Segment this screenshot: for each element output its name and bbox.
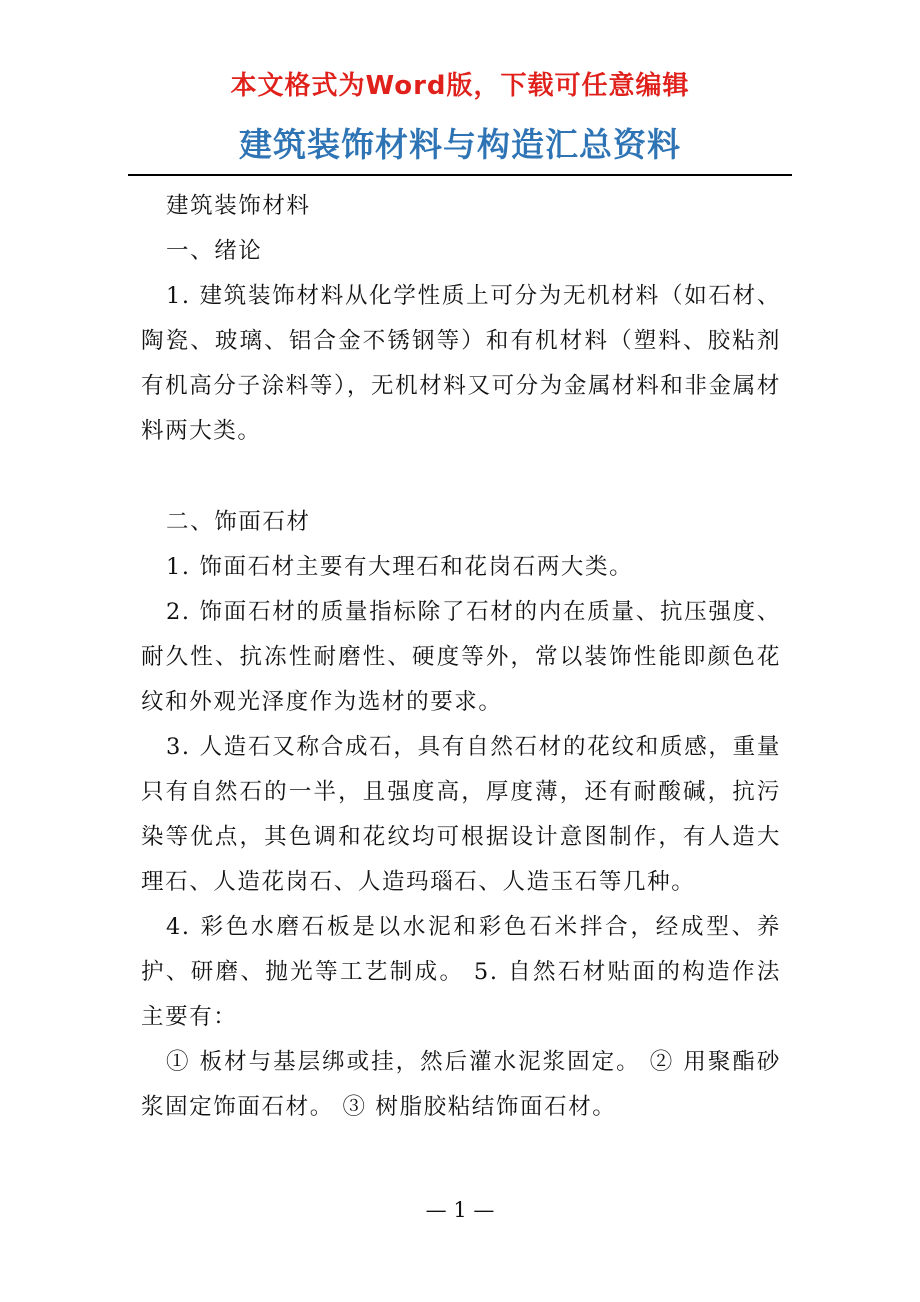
paragraph-construction-methods: ① 板材与基层绑或挂，然后灌水泥浆固定。 ② 用聚酯砂浆固定饰面石材。 ③ 树脂胶粘结饰面石材。 (141, 1049, 781, 1120)
paragraph-terrazzo-and-construction: 4. 彩色水磨石板是以水泥和彩色石米拌合，经成型、养护、研磨、抛光等工艺制成。 5. 自然石材贴面的构造作法主要有： (141, 914, 781, 1030)
page-number: — 1 — (425, 1198, 495, 1222)
section-heading-introduction: 一、绪论 (166, 238, 263, 264)
document-title: 建筑装饰材料与构造汇总资料 (239, 125, 681, 164)
paragraph-artificial-stone: 3. 人造石又称合成石，具有自然石材的花纹和质感，重量只有自然石的一半，且强度高，厚度薄，还有耐酸碱，抗污染等优点，其色调和花纹均可根据设计意图制作，有人造大理石、人造花岗石、人造玛瑙石、人造玉石等几种。 (141, 734, 781, 895)
paragraph-stone-types: 1. 饰面石材主要有大理石和花岗石两大类。 (166, 554, 634, 580)
paragraph-material-classification: 1. 建筑装饰材料从化学性质上可分为无机材料（如石材、陶瓷、玻璃、铝合金不锈钢等）和有机材料（塑料、胶粘剂有机高分子涂料等），无机材料又可分为金属材料和非金属材料两大类。 (141, 283, 781, 444)
paragraph-spacer (141, 454, 781, 500)
section-heading-facing-stone: 二、饰面石材 (166, 509, 311, 535)
document-body (141, 184, 781, 1130)
format-notice: 本文格式为Word版，下载可任意编辑 (230, 71, 690, 101)
title-divider (128, 174, 792, 176)
intro-heading: 建筑装饰材料 (166, 193, 311, 219)
paragraph-stone-quality: 2. 饰面石材的质量指标除了石材的内在质量、抗压强度、耐久性、抗冻性耐磨性、硬度等外，常以装饰性能即颜色花纹和外观光泽度作为选材的要求。 (141, 599, 781, 715)
